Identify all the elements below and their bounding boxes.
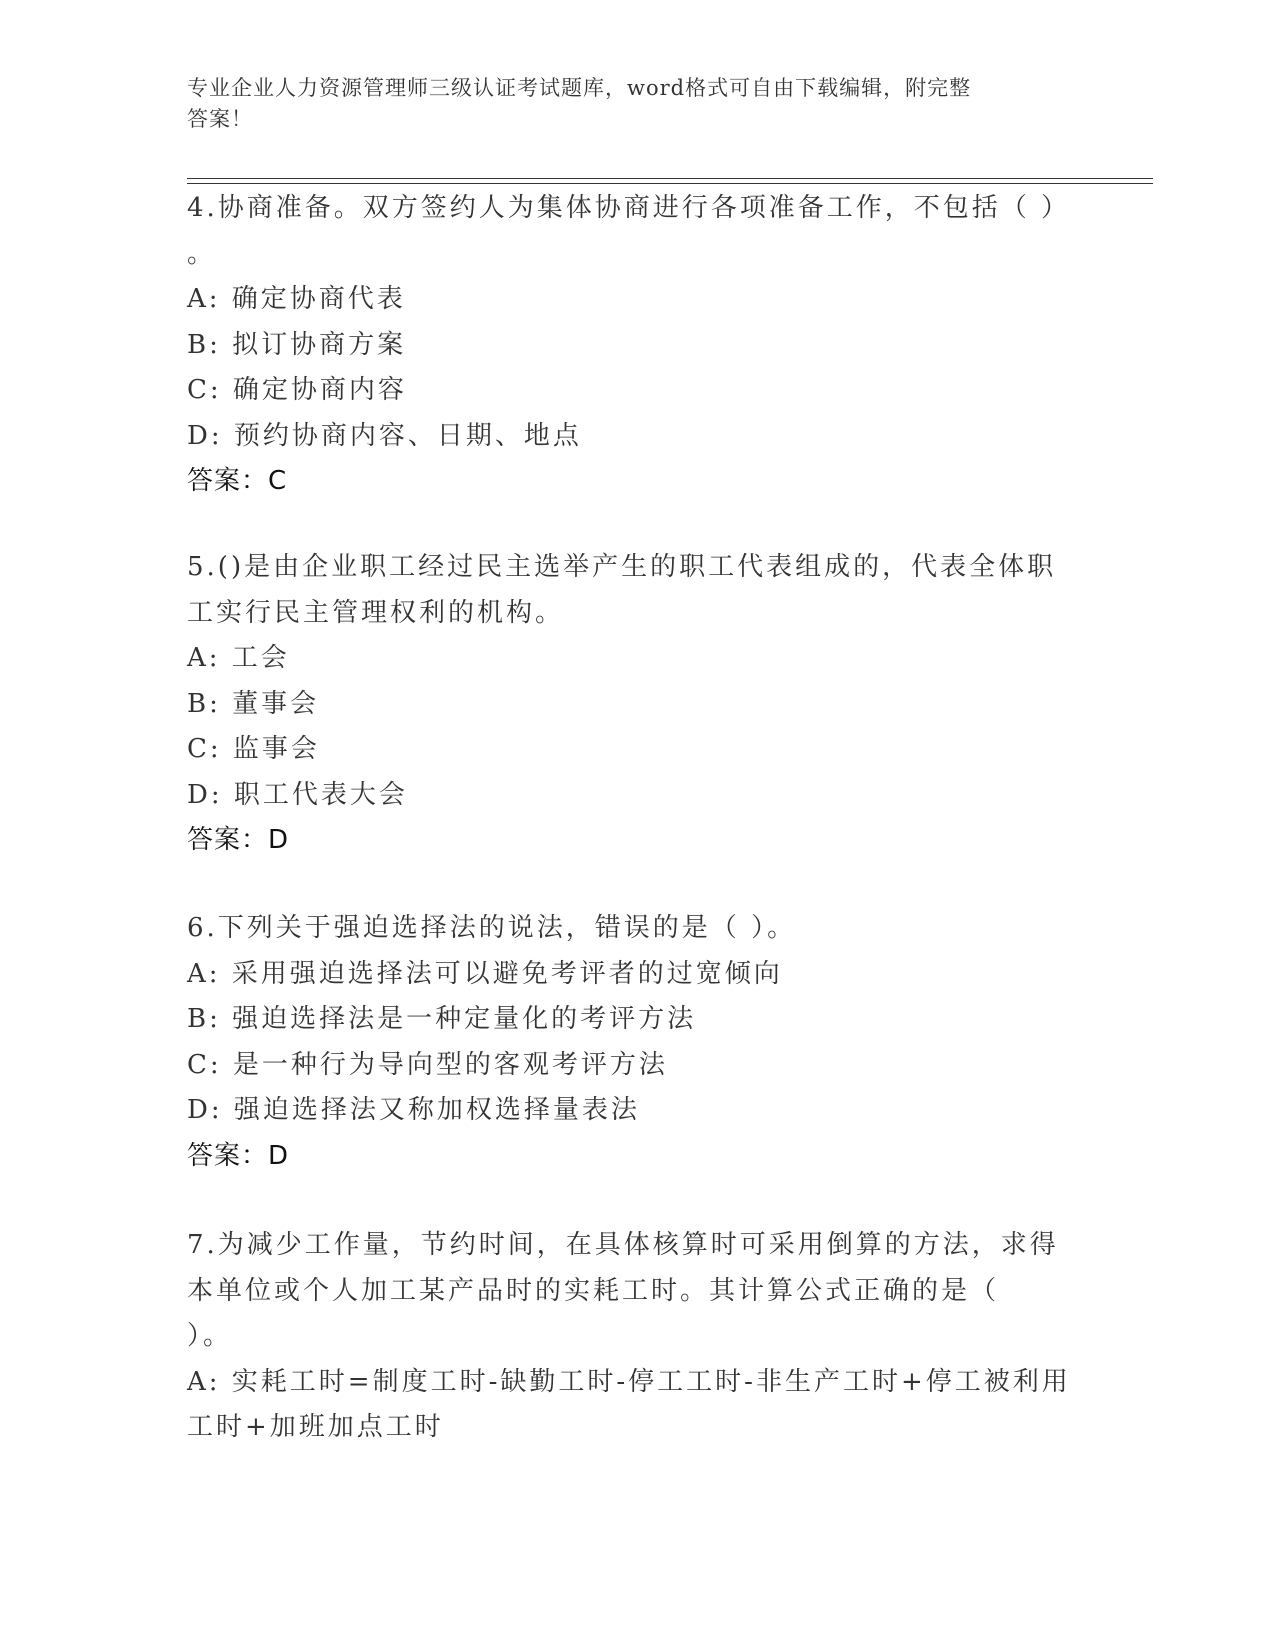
option-d: D: 职工代表大会 [187,779,408,810]
question-5 [187,545,1067,864]
header-line-1: 专业企业人力资源管理师三级认证考试题库，word格式可自由下载编辑，附完整 [187,76,972,100]
option-a: A: 实耗工时=制度工时-缺勤工时-停工工时-非生产工时+停工被利用 [187,1366,1071,1397]
question-4 [187,186,1071,505]
question-stem: 5.()是由企业职工经过民主选举产生的职工代表组成的，代表全体职 [187,552,1057,582]
option-c: C: 是一种行为导向型的客观考评方法 [187,1049,668,1080]
header-line-2: 答案！ [187,107,253,131]
option-a: A: 工会 [187,643,290,673]
header-divider-top [187,178,1153,179]
document-header [187,73,1067,135]
option-c: C: 确定协商内容 [187,375,407,405]
option-d: D: 强迫选择法又称加权选择量表法 [187,1095,640,1125]
question-6 [187,906,1067,1179]
question-stem: 6.下列关于强迫选择法的说法，错误的是（ ）。 [187,913,797,943]
question-stem: 工实行民主管理权利的机构。 [187,597,565,628]
option-b: B: 拟订协商方案 [187,329,407,360]
answer: 答案：D [187,825,290,855]
question-stem: 本单位或个人加工某产品时的实耗工时。其计算公式正确的是（ [187,1275,1000,1306]
option-b: B: 董事会 [187,688,320,719]
question-stem: 7.为减少工作量，节约时间，在具体核算时可采用倒算的方法，求得 [187,1230,1059,1260]
answer: 答案：C [187,466,288,496]
question-7 [187,1223,1071,1451]
header-divider-bottom [187,183,1153,184]
option-a: A: 确定协商代表 [187,284,406,314]
option-a-continued: 工时+加班加点工时 [187,1412,444,1442]
option-b: B: 强迫选择法是一种定量化的考评方法 [187,1004,697,1034]
question-stem: 4.协商准备。双方签约人为集体协商进行各项准备工作，不包括（ ） [187,193,1071,223]
answer: 答案：D [187,1140,290,1171]
question-stem: 。 [187,238,217,269]
question-stem: ）。 [187,1321,233,1351]
option-a: A: 采用强迫选择法可以避免考评者的过宽倾向 [187,958,783,989]
option-c: C: 监事会 [187,734,320,764]
option-d: D: 预约协商内容、日期、地点 [187,420,582,451]
